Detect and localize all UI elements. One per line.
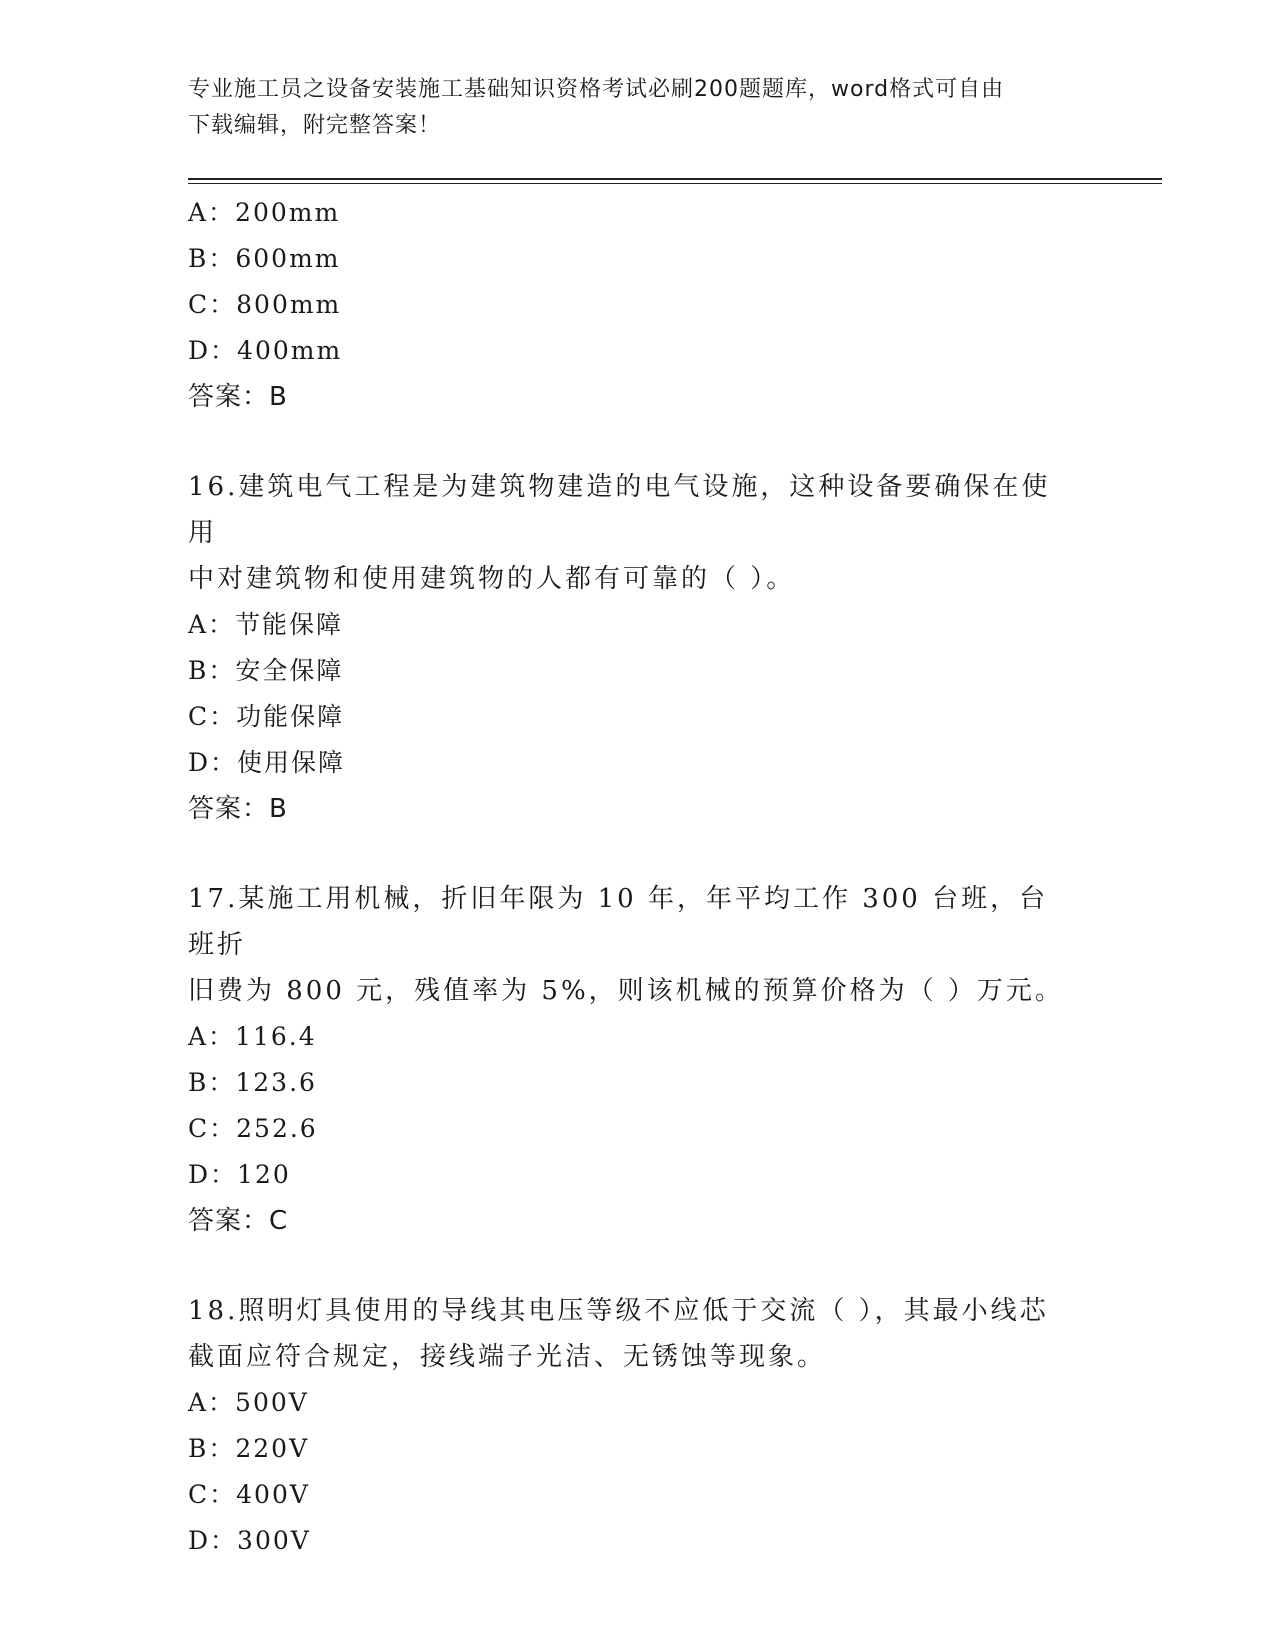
- question-list: [188, 190, 1088, 1564]
- q15-option-b: B：600mm: [188, 244, 341, 273]
- q17-option-b: B：123.6: [188, 1068, 317, 1097]
- q17-stem: [188, 876, 1068, 1014]
- document-header: [188, 72, 1068, 144]
- q17-answer: 答案：C: [188, 1206, 289, 1236]
- q16-option-a: A：节能保障: [188, 610, 344, 639]
- q17-option-d: D：120: [188, 1160, 291, 1189]
- q18-stem-line-2: 截面应符合规定，接线端子光洁、无锈蚀等现象。: [188, 1342, 827, 1372]
- q16-stem-line-1: 16.建筑电气工程是为建筑物建造的电气设施，这种设备要确保在使用: [188, 472, 1051, 548]
- q16-answer: 答案：B: [188, 794, 288, 824]
- q17-stem-line-2: 旧费为 800 元，残值率为 5%，则该机械的预算价格为（ ）万元。: [188, 976, 1064, 1006]
- q18-option-b: B：220V: [188, 1434, 310, 1463]
- q16-option-b: B：安全保障: [188, 656, 344, 685]
- q15-option-d: D：400mm: [188, 336, 343, 365]
- q18-stem-line-1: 18.照明灯具使用的导线其电压等级不应低于交流（ ），其最小线芯: [188, 1296, 1049, 1326]
- q17-option-c: C：252.6: [188, 1114, 318, 1143]
- q16-option-c: C：功能保障: [188, 702, 345, 731]
- q18-option-a: A：500V: [188, 1388, 309, 1417]
- q15-answer: 答案：B: [188, 382, 288, 412]
- q17-option-a: A：116.4: [188, 1022, 317, 1051]
- header-divider: [188, 178, 1162, 184]
- header-line-2: 下载编辑，附完整答案！: [188, 113, 442, 138]
- header-line-1: 专业施工员之设备安装施工基础知识资格考试必刷200题题库，word格式可自由: [188, 77, 1005, 102]
- q15-option-a: A：200mm: [188, 198, 341, 227]
- q15-option-c: C：800mm: [188, 290, 342, 319]
- question-15-block: [188, 190, 1088, 420]
- q18-option-d: D：300V: [188, 1526, 311, 1555]
- q16-stem: [188, 464, 1068, 602]
- q18-option-c: C：400V: [188, 1480, 310, 1509]
- q17-stem-line-1: 17.某施工用机械，折旧年限为 10 年，年平均工作 300 台班，台班折: [188, 884, 1049, 960]
- q16-option-d: D：使用保障: [188, 748, 346, 777]
- q16-stem-line-2: 中对建筑物和使用建筑物的人都有可靠的（ ）。: [188, 564, 796, 594]
- question-16-block: [188, 464, 1088, 832]
- q18-stem: [188, 1288, 1068, 1380]
- question-18-block: [188, 1288, 1088, 1564]
- question-17-block: [188, 876, 1088, 1244]
